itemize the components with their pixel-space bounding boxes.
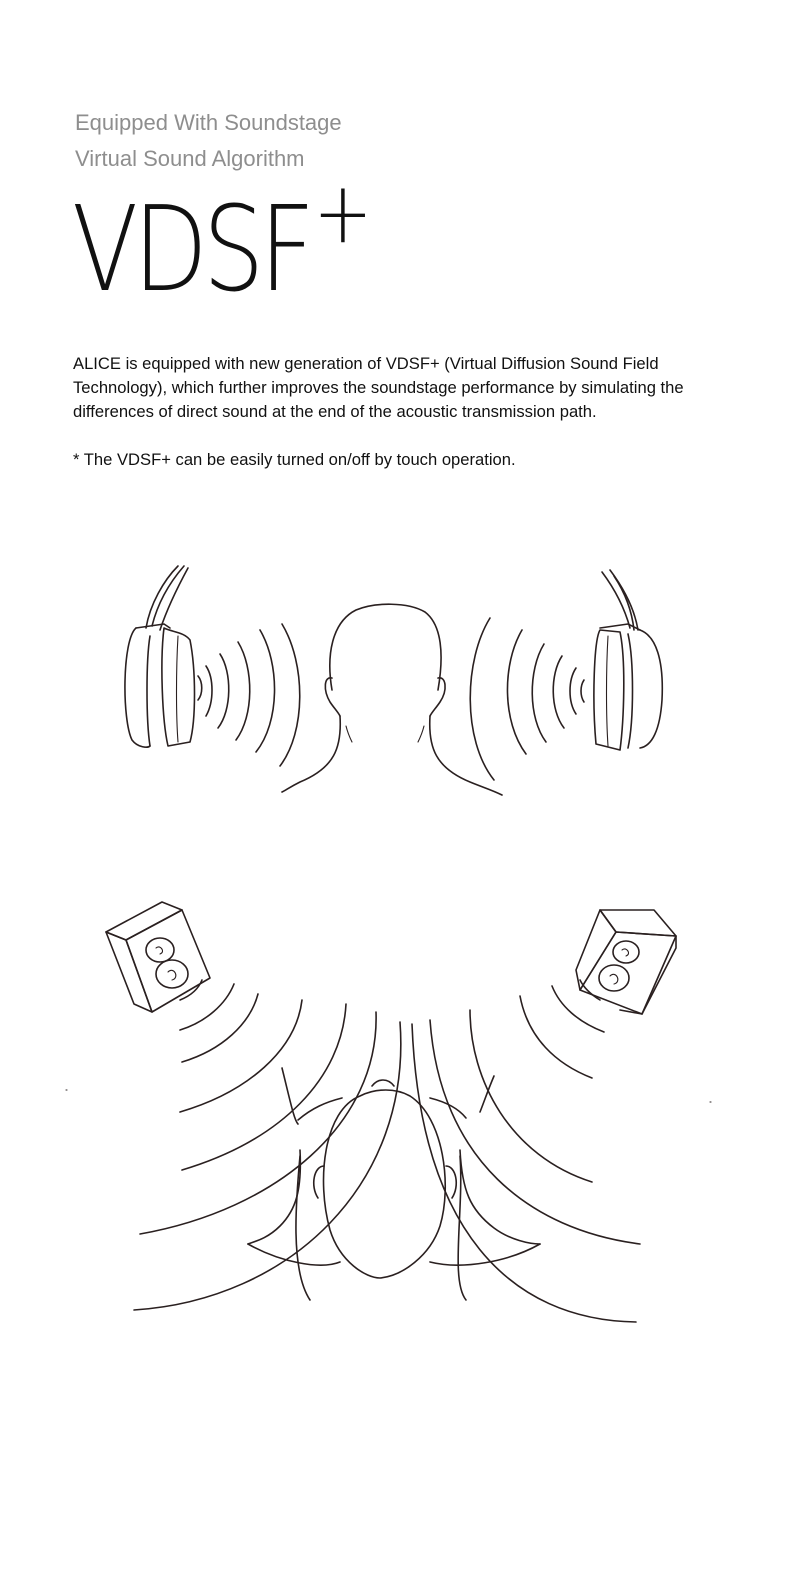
subtitle-line-1: Equipped With Soundstage (75, 110, 342, 135)
speakers-listening-illustration (66, 902, 711, 1322)
page-title-text: VDSF (72, 180, 311, 318)
left-speaker-icon (106, 902, 210, 1012)
headphones-listening-illustration (125, 566, 662, 795)
subtitle-line-2: Virtual Sound Algorithm (75, 146, 305, 171)
right-headphone-icon (594, 570, 662, 750)
note-text: * The VDSF+ can be easily turned on/off by touch operation. (73, 450, 516, 469)
right-speaker-icon (576, 910, 676, 1014)
right-sound-wave-icon (470, 618, 584, 780)
left-headphone-icon (125, 566, 195, 747)
page-title-superscript: + (313, 163, 373, 263)
left-sound-wave-icon (198, 624, 300, 766)
description-text: ALICE is equipped with new generation of VDSF+ (Virtual Diffusion Sound Field Technology), which further improves the soundstage performance by simulating the differences of direct sound at the end of the acoustic transmission path. (73, 354, 684, 421)
right-speaker-wave-icon (412, 980, 640, 1322)
left-speaker-wave-icon (134, 980, 401, 1310)
